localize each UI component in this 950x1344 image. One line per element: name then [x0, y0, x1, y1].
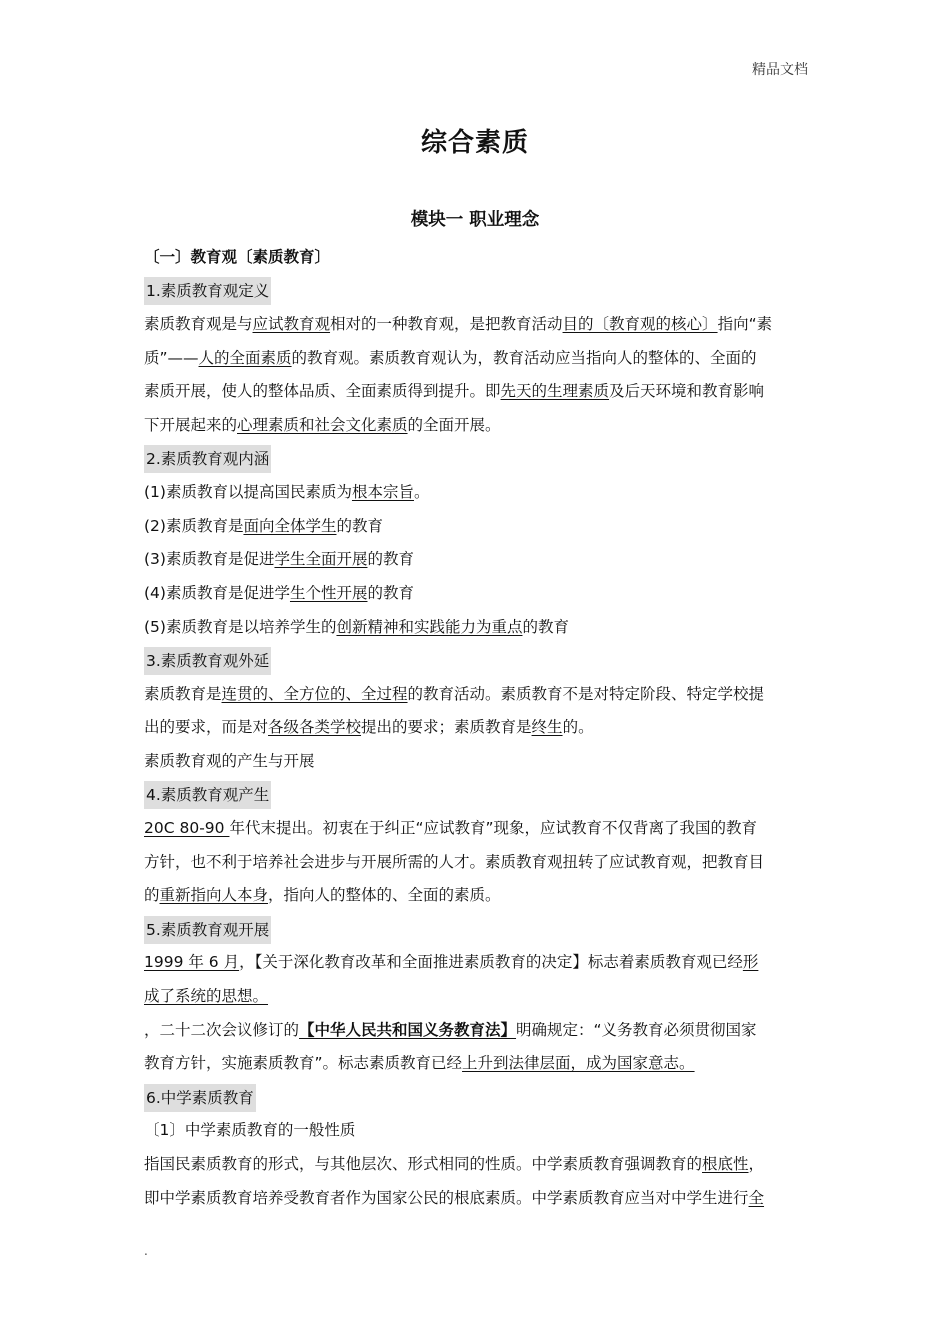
underlined-text: 根本宗旨	[351, 483, 414, 502]
text: ，	[748, 1155, 765, 1174]
underlined-text: 重新指向人本身	[159, 886, 269, 905]
underlined-text: 面向全体学生	[243, 516, 337, 535]
document-body	[144, 241, 814, 1215]
underlined-text: 各级各类学校	[268, 718, 362, 737]
paragraph-line	[144, 678, 814, 712]
subsection-heading-text: 6.中学素质教育	[144, 1084, 256, 1112]
subsection-heading-2	[144, 443, 814, 477]
header-watermark: 精品文档	[752, 62, 808, 78]
text: 。	[413, 483, 430, 502]
paragraph-line	[144, 711, 814, 745]
paragraph-line	[144, 1148, 814, 1182]
underlined-text: 20C 80-90	[144, 819, 230, 838]
footer-dot: .	[144, 1244, 148, 1258]
text: (2)素质教育是	[144, 516, 244, 535]
text: 的教育观。素质教育观认为，教育活动应当指向人的整体的、全面的	[291, 348, 757, 367]
underlined-text: 上升到法律层面，成为国家意志。	[462, 1054, 695, 1073]
list-item	[144, 510, 814, 544]
paragraph-line	[144, 980, 814, 1014]
text: (3)素质教育是促进	[144, 550, 275, 569]
text: (4)素质教育是促进学	[144, 583, 290, 602]
text: ，指向人的整体的、全面的素质。	[268, 886, 501, 905]
text: 年代末提出。初衷在于纠正“应试教育”现象，应试教育不仅背离了我国的教育	[229, 819, 758, 838]
document-title: 综合素质	[420, 128, 529, 158]
text: 提出的要求；素质教育是	[361, 718, 532, 737]
subsection-heading-5	[144, 913, 814, 947]
subsection-heading-text: 4.素质教育观产生	[144, 781, 271, 809]
text: 的教育	[367, 550, 414, 569]
text: 质”——	[144, 348, 199, 367]
underlined-text: 心理素质和社会文化素质	[237, 415, 408, 434]
subsection-heading-text: 3.素质教育观外延	[144, 647, 271, 675]
subsection-heading-text: 5.素质教育观开展	[144, 916, 271, 944]
underlined-text: 全	[748, 1188, 765, 1207]
underlined-text: 创新精神和实践能力为重点	[336, 617, 523, 636]
subsection-heading-3	[144, 644, 814, 678]
text: 教育方针，实施素质教育”。标志素质教育已经	[144, 1054, 463, 1073]
paragraph-line	[144, 1047, 814, 1081]
paragraph-line	[144, 342, 814, 376]
section-heading: 〔一〕教育观〔素质教育〕	[144, 248, 331, 266]
paragraph-line	[144, 946, 814, 980]
underlined-text: 生个性开展	[289, 583, 368, 602]
text: (5)素质教育是以培养学生的	[144, 617, 337, 636]
list-item	[144, 543, 814, 577]
underlined-text: 应试教育观	[252, 315, 331, 334]
text: (1)素质教育以提高国民素质为	[144, 483, 352, 502]
paragraph-line	[144, 879, 814, 913]
underlined-text: 连贯的、全方位的、全过程	[221, 684, 408, 703]
text: 出的要求，而是对	[144, 718, 269, 737]
list-item	[144, 476, 814, 510]
underlined-text: 人的全面素质	[198, 348, 292, 367]
text: 指向“素	[717, 315, 773, 334]
text: 的全面开展。	[407, 415, 501, 434]
underlined-text: 先天的生理素质	[500, 382, 610, 401]
text: 下开展起来的	[144, 415, 238, 434]
text: 明确规定：“义务教育必须贯彻国家	[516, 1020, 757, 1039]
underlined-text: 成了系统的思想。	[144, 987, 269, 1006]
paragraph-line	[144, 409, 814, 443]
subsection-heading-text: 1.素质教育观定义	[144, 277, 271, 305]
paragraph-line	[144, 1182, 814, 1216]
text: 相对的一种教育观，是把教育活动	[330, 315, 563, 334]
paragraph-line: 素质教育观的产生与开展	[144, 751, 315, 770]
list-item	[144, 577, 814, 611]
text: 素质教育观是与	[144, 315, 253, 334]
text: 的	[144, 886, 160, 905]
text: ，二十二次会议修订的	[144, 1020, 300, 1039]
paragraph-line	[144, 308, 814, 342]
text: 的。	[562, 718, 594, 737]
paragraph-line	[144, 812, 814, 846]
underlined-text: 目的〔教育观的核心〕	[562, 315, 718, 334]
underlined-text: 1999 年 6 月	[144, 953, 240, 972]
subsection-heading-4	[144, 779, 814, 813]
module-title: 模块一 职业理念	[410, 210, 540, 230]
text: 的教育	[336, 516, 383, 535]
text: 的教育	[522, 617, 569, 636]
subsection-heading-1	[144, 275, 814, 309]
subsection-heading-6	[144, 1081, 814, 1115]
text: 的教育活动。素质教育不是对特定阶段、特定学校提	[407, 684, 765, 703]
text: 指国民素质教育的形式，与其他层次、形式相同的性质。中学素质教育强调教育的	[144, 1155, 703, 1174]
paragraph-line	[144, 375, 814, 409]
underlined-text: 学生全面开展	[274, 550, 368, 569]
underlined-text: 根底性	[702, 1155, 749, 1174]
text: 素质开展，使人的整体品质、全面素质得到提升。即	[144, 382, 501, 401]
sub-heading: 〔1〕中学素质教育的一般性质	[144, 1121, 356, 1140]
subsection-heading-text: 2.素质教育观内涵	[144, 445, 271, 473]
list-item	[144, 611, 814, 645]
text: 素质教育是	[144, 684, 222, 703]
underlined-text: 【中华人民共和国义务教育法】	[299, 1020, 517, 1039]
text: 的教育	[367, 583, 414, 602]
text: 即中学素质教育培养受教育者作为国家公民的根底素质。中学素质教育应当对中学生进行	[144, 1188, 749, 1207]
paragraph-line	[144, 1014, 814, 1048]
text: ，【关于深化教育改革和全面推进素质教育的决定】标志着素质教育观已经	[239, 953, 743, 972]
text: 及后天环境和教育影响	[609, 382, 765, 401]
underlined-text: 形	[742, 953, 759, 972]
underlined-text: 终生	[531, 718, 563, 737]
paragraph-line: 方针，也不利于培养社会进步与开展所需的人才。素质教育观扭转了应试教育观，把教育目	[144, 852, 765, 871]
